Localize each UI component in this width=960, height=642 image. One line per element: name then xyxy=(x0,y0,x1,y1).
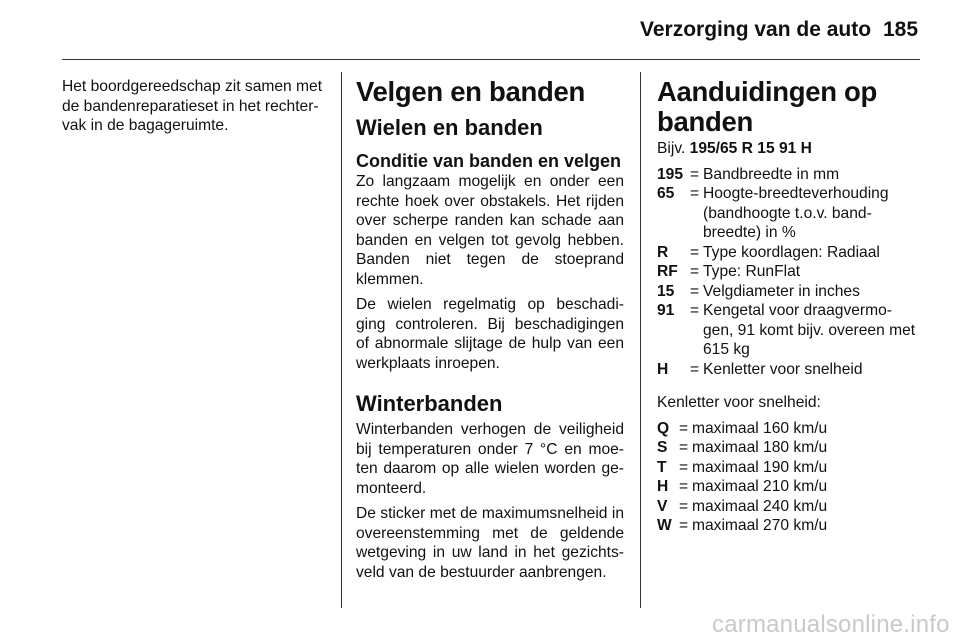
legend-key: 15 xyxy=(657,282,675,300)
speed-text: maximaal 210 km/u xyxy=(692,478,828,495)
condition-paragraph-2: De wielen regelmatig op beschadi-ging controleren. Bij beschadigingen of abnormale slijtage de hulp van een werkplaats inroepen. xyxy=(356,296,624,372)
speed-key: Q xyxy=(657,419,670,437)
column-1 xyxy=(62,77,328,136)
column-divider-left xyxy=(341,72,342,608)
legend-key: 65 xyxy=(657,185,675,202)
legend-key: 195 xyxy=(657,165,684,183)
tyre-legend xyxy=(657,165,922,380)
winter-paragraph-2: De sticker met de maximumsnelheid in overeenstemming met de geldende wetgeving in uw land in het gezichts-veld van de bestuurder aanbrengen. xyxy=(356,505,624,581)
speed-row xyxy=(657,516,922,536)
column-3 xyxy=(657,77,922,536)
speed-text: maximaal 270 km/u xyxy=(692,517,828,534)
speed-key: H xyxy=(657,478,669,495)
legend-equals: = xyxy=(690,185,700,202)
header-rule xyxy=(62,59,920,60)
toolkit-paragraph: Het boordgereedschap zit samen met de bandenreparatieset in het rechter-vak in de bagageruimte. xyxy=(62,78,323,134)
section-subtitle: Wielen en banden xyxy=(356,115,543,140)
speed-row xyxy=(657,438,922,458)
legend-text: Kenletter voor snelheid xyxy=(703,360,863,378)
legend-equals: = xyxy=(690,302,700,319)
page-header-title: Verzorging van de auto xyxy=(640,18,872,41)
legend-row xyxy=(657,262,922,282)
winter-paragraph-1: Winterbanden verhogen de veiligheid bij temperaturen onder 7 °C en moe-ten daarom op alle wielen worden ge-monteerd. xyxy=(356,421,624,497)
speed-text: maximaal 190 km/u xyxy=(692,458,828,476)
example-code: 195/65 R 15 91 H xyxy=(689,140,812,157)
speed-equals: = xyxy=(679,439,689,456)
speed-equals: = xyxy=(679,419,689,437)
example-prefix: Bijv. xyxy=(657,140,686,157)
speed-key: W xyxy=(657,517,672,534)
legend-equals: = xyxy=(690,263,700,280)
legend-equals: = xyxy=(690,243,700,261)
speed-equals: = xyxy=(679,517,689,534)
speed-equals: = xyxy=(679,478,689,495)
legend-equals: = xyxy=(690,165,700,183)
speed-intro: Kenletter voor snelheid: xyxy=(657,394,821,411)
page-number: 185 xyxy=(883,18,919,41)
speed-legend xyxy=(657,419,922,536)
legend-row xyxy=(657,184,922,243)
legend-text: Hoogte-breedteverhouding (bandhoogte t.o.v. band-breedte) in % xyxy=(703,185,889,241)
speed-key: V xyxy=(657,497,668,515)
legend-key: H xyxy=(657,360,669,378)
condition-paragraph-1: Zo langzaam mogelijk en onder een rechte hoek over obstakels. Het rijden over scherpe randen kan schade aan banden en velgen tot gevolg hebben. Banden niet tegen de stoeprand klemmen. xyxy=(356,173,624,288)
speed-text: maximaal 160 km/u xyxy=(692,419,828,437)
section-title: Velgen en banden xyxy=(356,76,586,107)
speed-row xyxy=(657,477,922,497)
speed-key: T xyxy=(657,458,667,476)
speed-row xyxy=(657,458,922,478)
legend-key: 91 xyxy=(657,302,675,319)
legend-row xyxy=(657,360,922,380)
speed-row xyxy=(657,419,922,439)
legend-row xyxy=(657,165,922,185)
legend-key: R xyxy=(657,243,669,261)
winter-heading: Winterbanden xyxy=(356,391,503,416)
legend-row xyxy=(657,301,922,360)
speed-text: maximaal 240 km/u xyxy=(692,497,828,515)
legend-text: Velgdiameter in inches xyxy=(703,282,860,300)
tyre-markings-title: Aanduidingen op banden xyxy=(657,76,878,137)
speed-text: maximaal 180 km/u xyxy=(692,439,828,456)
legend-text: Type: RunFlat xyxy=(703,263,801,280)
speed-key: S xyxy=(657,439,668,456)
legend-equals: = xyxy=(690,360,700,378)
condition-heading: Conditie van banden en velgen xyxy=(356,151,622,171)
legend-text: Type koordlagen: Radiaal xyxy=(703,243,880,261)
legend-key: RF xyxy=(657,263,678,280)
column-divider-right xyxy=(640,72,641,608)
speed-equals: = xyxy=(679,458,689,476)
legend-row xyxy=(657,282,922,302)
speed-row xyxy=(657,497,922,517)
watermark-text: carmanualsonline.info xyxy=(712,611,950,638)
tyre-example xyxy=(657,139,922,159)
legend-text: Bandbreedte in mm xyxy=(703,165,840,183)
speed-equals: = xyxy=(679,497,689,515)
column-2 xyxy=(356,77,624,582)
legend-text: Kengetal voor draagvermo-gen, 91 komt bijv. overeen met 615 kg xyxy=(703,302,916,358)
legend-equals: = xyxy=(690,282,700,300)
legend-row xyxy=(657,243,922,263)
